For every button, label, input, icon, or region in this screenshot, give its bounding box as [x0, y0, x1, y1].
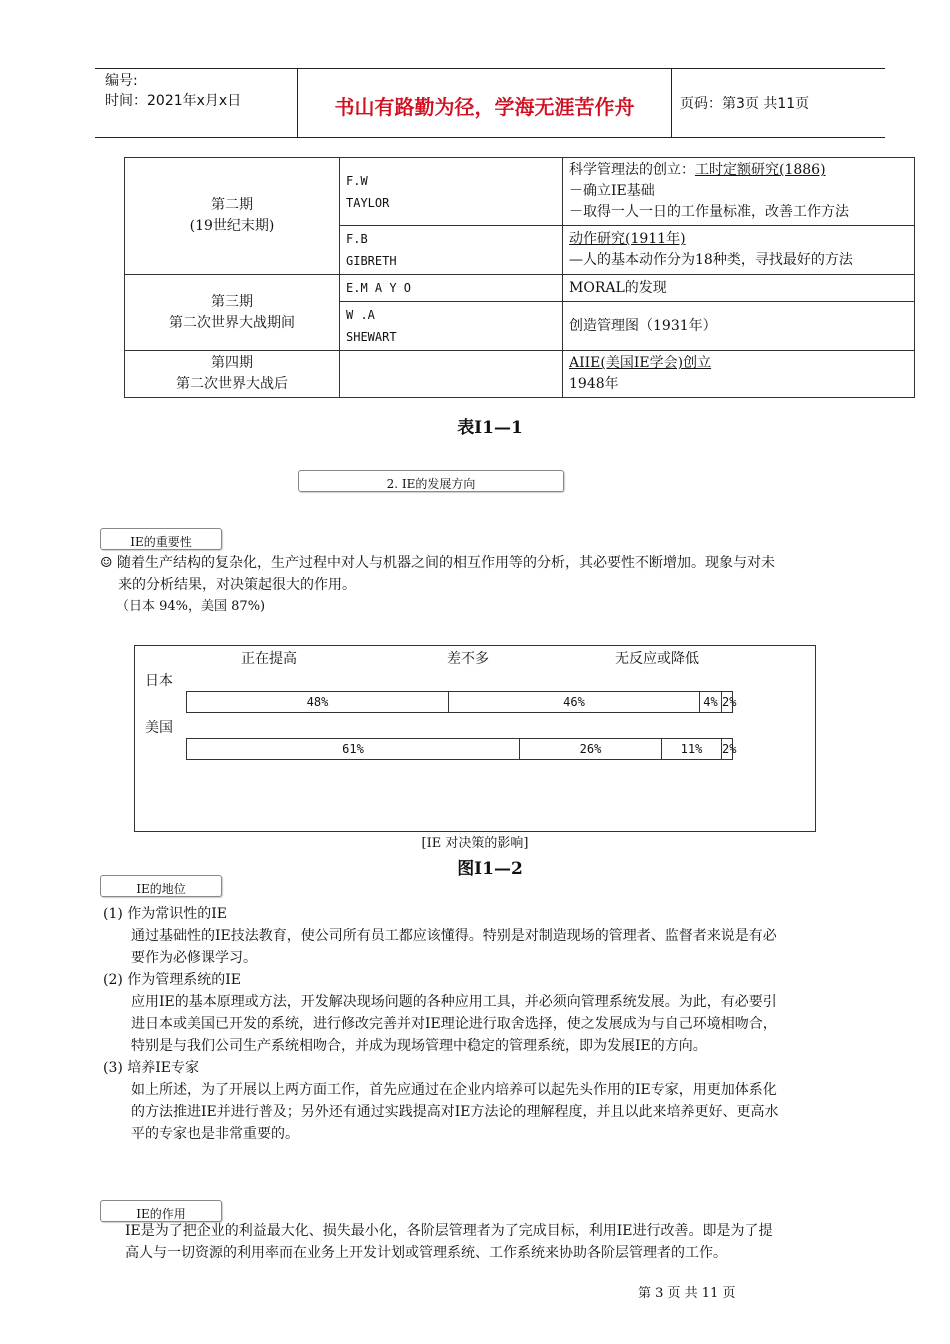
person-name: TAYLOR [346, 195, 390, 210]
bar-segment: 4% [699, 691, 722, 713]
ie-decision-chart [134, 645, 816, 832]
period-label: 第三期 [211, 293, 253, 310]
history-table [124, 157, 915, 398]
table-caption: 表I1—1 [457, 418, 523, 438]
paragraph-text: 要作为必修课学习。 [131, 950, 257, 966]
smiley-icon: ☺ [100, 555, 113, 571]
description-cell [563, 226, 915, 275]
paragraph-text: 通过基础性的IE技法教育，使公司所有员工都应该懂得。特别是对制造现场的管理者、监督者来说是有必 [131, 928, 777, 944]
bar-segment: 46% [448, 691, 700, 713]
description-text: 科学管理法的创立： [569, 162, 695, 178]
description-text: 创造管理图（1931年） [569, 317, 717, 334]
list-heading: (1) 作为常识性的IE [103, 906, 228, 922]
description-link: AIIE(美国IE学会)创立 [569, 355, 712, 371]
legend-label: 差不多 [447, 651, 489, 667]
bar-segment: 11% [661, 738, 722, 760]
period-cell [125, 158, 340, 275]
header-motto: 书山有路勤为径，学海无涯苦作舟 [334, 95, 635, 119]
legend-label: 无反应或降低 [615, 651, 699, 667]
description-text: —人的基本动作分为18种类，寻找最好的方法 [569, 252, 853, 268]
bar-segment: 2% [721, 738, 733, 760]
description-cell [563, 275, 915, 302]
person-name: E.M A Y O [346, 281, 412, 295]
period-sub-label: 第二次世界大战后 [176, 376, 288, 392]
category-label: 日本 [145, 673, 173, 689]
description-cell [563, 302, 915, 351]
table-row [125, 158, 915, 226]
period-cell [125, 275, 340, 351]
person-name: F.W [346, 173, 368, 188]
period-label: 第二期 [211, 197, 253, 213]
description-link: 动作研究(1911年) [569, 231, 686, 247]
list-heading: (2) 作为管理系统的IE [103, 972, 242, 988]
paragraph-text: 平的专家也是非常重要的。 [131, 1126, 299, 1142]
role-paragraph [125, 1220, 895, 1264]
paragraph-text: 来的分析结果，对决策起很大的作用。 [118, 577, 356, 593]
table-row [125, 351, 915, 398]
paragraph-text: 高人与一切资源的利用率而在业务上开发计划或管理系统、工作系统来协助各阶层管理者的工作。 [125, 1245, 727, 1261]
legend-label: 正在提高 [241, 651, 297, 667]
description-text: －取得一人一日的工作量标准，改善工作方法 [569, 204, 849, 220]
section-box-importance: IE的重要性 [100, 528, 222, 550]
person-name: GIBRETH [346, 254, 397, 268]
description-cell [563, 351, 915, 398]
paragraph-text: 的方法推进IE并进行普及；另外还有通过实践提高对IE方法论的理解程度，并且以此来培养更好、更高水 [131, 1104, 779, 1120]
page-footer: 第 3 页 共 11 页 [638, 1286, 736, 1301]
description-link: 工时定额研究(1886) [695, 162, 826, 178]
page-header [95, 68, 885, 138]
description-cell [563, 158, 915, 226]
bar-segment: 26% [519, 738, 662, 760]
position-section [103, 903, 893, 1145]
section-box-role: IE的作用 [100, 1200, 222, 1222]
paragraph-text: 特别是与我们公司生产系统相吻合，并成为现场管理中稳定的管理系统，即为发展IE的方向。 [131, 1038, 707, 1054]
person-cell [340, 302, 563, 351]
period-label: 第四期 [211, 355, 253, 371]
person-name: SHEWART [346, 330, 397, 344]
description-text: 1948年 [569, 376, 619, 392]
table-row [125, 275, 915, 302]
header-divider [671, 69, 672, 137]
category-label: 美国 [145, 720, 173, 736]
chart-title: 图I1—2 [457, 859, 523, 879]
paragraph-text: 如上所述，为了开展以上两方面工作，首先应通过在企业内培养可以起先头作用的IE专家，用更加体系化 [131, 1082, 777, 1098]
paragraph-text: 随着生产结构的复杂化，生产过程中对人与机器之间的相互作用等的分析，其必要性不断增加。现象与对未 [117, 555, 776, 571]
paragraph-text: 应用IE的基本原理或方法，开发解决现场问题的各种应用工具，并必须向管理系统发展。为此，有必要引 [131, 994, 777, 1010]
period-sub-label: (19世纪末期) [189, 218, 275, 234]
person-cell [340, 226, 563, 275]
person-cell [340, 275, 563, 302]
header-time-label: 时间：2021年x月x日 [105, 93, 242, 109]
person-name: F.B [346, 232, 368, 246]
person-cell [340, 351, 563, 398]
importance-paragraph [100, 552, 890, 618]
person-cell [340, 158, 563, 226]
description-text: －确立IE基础 [569, 183, 655, 199]
period-sub-label: 第二次世界大战期间 [169, 314, 295, 331]
bar-segment: 48% [186, 691, 449, 713]
bar-segment: 2% [721, 691, 733, 713]
person-name: W .A [346, 308, 375, 322]
chart-subtitle: [IE 对决策的影响] [421, 836, 529, 851]
paragraph-text: IE是为了把企业的利益最大化、损失最小化，各阶层管理者为了完成目标，利用IE进行改善。即是为了提 [125, 1223, 773, 1239]
section-box-position: IE的地位 [100, 875, 222, 897]
section-box-development: 2. IE的发展方向 [298, 470, 564, 492]
bar-segment: 61% [186, 738, 520, 760]
period-cell [125, 351, 340, 398]
description-text: MORAL的发现 [569, 279, 667, 296]
list-heading: (3) 培养IE专家 [103, 1060, 200, 1076]
header-page-label: 页码：第3页 共11页 [680, 96, 810, 112]
header-number-label: 编号: [105, 73, 138, 89]
paragraph-text: 进日本或美国已开发的系统，进行修改完善并对IE理论进行取舍选择，使之发展成为与自己环境相吻合， [131, 1016, 777, 1032]
header-meta [105, 71, 241, 111]
paragraph-text: （日本 94%，美国 87%) [116, 599, 266, 614]
